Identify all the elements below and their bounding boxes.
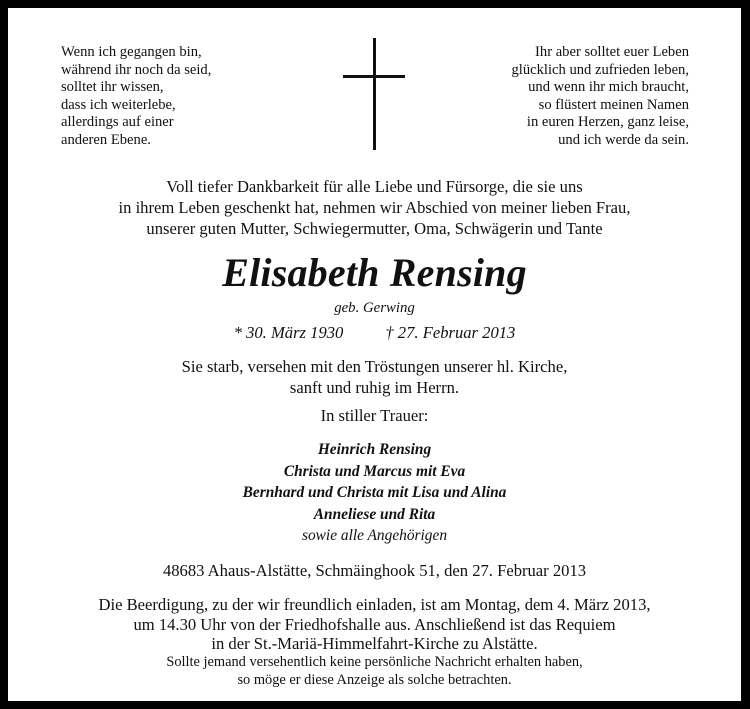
poem-line: allerdings auf einer <box>61 114 174 131</box>
faith-statement <box>8 356 741 398</box>
faith-line: sanft und ruhig im Herrn. <box>289 378 460 397</box>
poem-line: und ich werde da sein. <box>558 131 689 148</box>
funeral-line: um 14.30 Uhr von der Friedhofshalle aus. Anschließend ist das Requiem <box>133 614 616 634</box>
mourners-extra: sowie alle Angehörigen <box>301 527 448 545</box>
cross-icon <box>343 38 405 150</box>
funeral-line: in der St.-Mariä-Himmelfahrt-Kirche zu Alstätte. <box>211 634 538 654</box>
deceased-name: Elisabeth Rensing <box>222 250 527 295</box>
maiden-name: geb. Gerwing <box>334 300 415 316</box>
poem-right <box>512 44 690 150</box>
poem-line: während ihr noch da seid, <box>61 61 212 78</box>
intro-line: in ihrem Leben geschenkt hat, nehmen wir Abschied von meiner lieben Frau, <box>118 198 631 217</box>
cross-horizontal-bar <box>343 75 405 78</box>
intro-text <box>8 176 741 239</box>
faith-line: Sie starb, versehen mit den Tröstungen unserer hl. Kirche, <box>181 357 568 376</box>
death-date: † 27. Februar 2013 <box>385 323 516 342</box>
poem-line: so flüstert meinen Namen <box>538 96 689 113</box>
mourner: Heinrich Rensing <box>317 441 432 458</box>
note-line: Sollte jemand versehentlich keine persönliche Nachricht erhalten haben, <box>166 654 583 670</box>
funeral-info <box>8 595 741 654</box>
mourners-list <box>8 439 741 547</box>
birth-date: * 30. März 1930 <box>233 323 344 342</box>
poem-line: anderen Ebene. <box>61 131 151 148</box>
place-date: 48683 Ahaus-Alstätte, Schmäinghook 51, den 27. Februar 2013 <box>162 561 587 580</box>
obituary-notice <box>8 8 741 701</box>
note-line: so möge er diese Anzeige als solche betrachten. <box>237 671 512 688</box>
poem-line: solltet ihr wissen, <box>61 79 164 96</box>
poem-left <box>61 44 211 150</box>
life-dates <box>8 322 741 344</box>
mourner: Christa und Marcus mit Eva <box>283 462 466 480</box>
cross-vertical-bar <box>373 38 376 150</box>
poem-line: und wenn ihr mich braucht, <box>528 79 689 96</box>
intro-line: Voll tiefer Dankbarkeit für alle Liebe und Fürsorge, die sie uns <box>166 177 583 196</box>
poem-line: dass ich weiterlebe, <box>61 96 176 113</box>
poem-line: Ihr aber solltet euer Leben <box>535 44 689 60</box>
poem-line: Wenn ich gegangen bin, <box>61 44 202 60</box>
mourner: Anneliese und Rita <box>313 505 436 523</box>
poem-line: glücklich und zufrieden leben, <box>511 61 689 78</box>
intro-line: unserer guten Mutter, Schwiegermutter, Oma, Schwägerin und Tante <box>146 219 603 238</box>
mourning-label: In stiller Trauer: <box>320 406 429 425</box>
poem-line: in euren Herzen, ganz leise, <box>526 114 689 131</box>
funeral-line: Die Beerdigung, zu der wir freundlich einladen, ist am Montag, dem 4. März 2013, <box>98 595 651 614</box>
closing-note <box>8 654 741 689</box>
mourner: Bernhard und Christa mit Lisa und Alina <box>242 484 507 502</box>
